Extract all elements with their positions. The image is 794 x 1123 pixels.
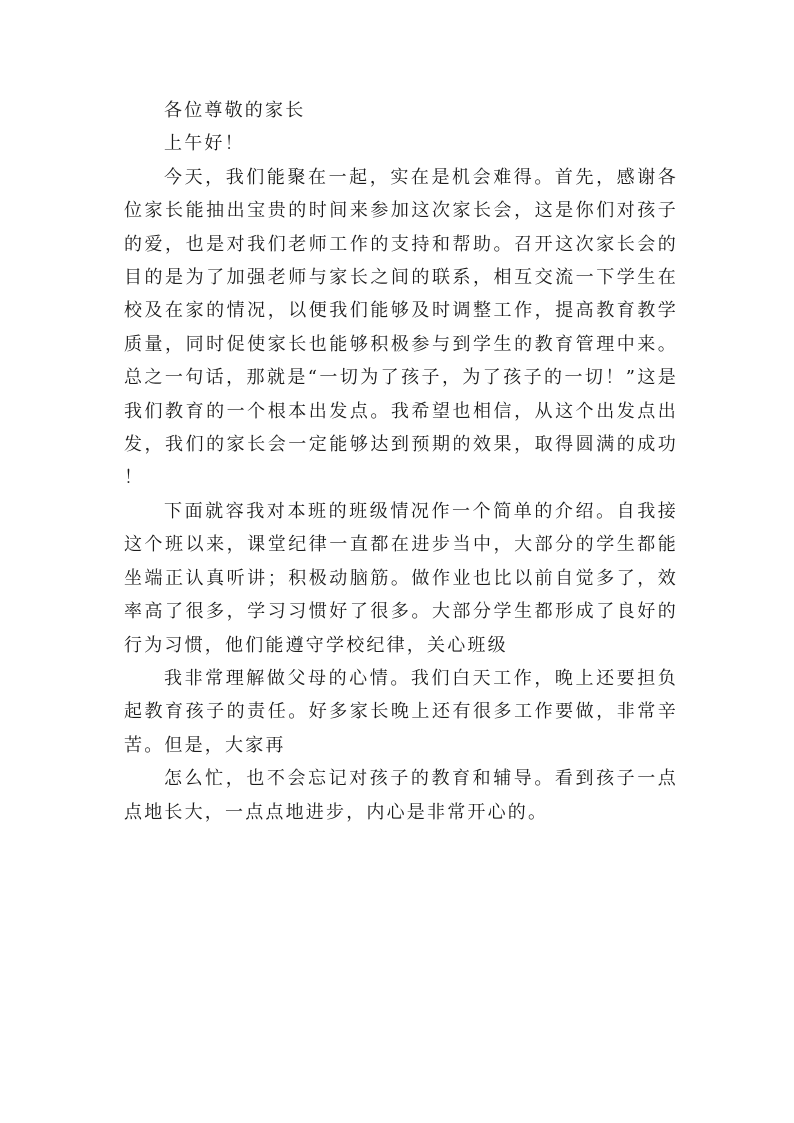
salutation: 各位尊敬的家长 [164,100,306,121]
paragraph-continuation: 怎么忙，也不会忘记对孩子的教育和辅导。看到孩子一点点地长大，一点点地进步，内心是非常开心的。 [124,768,678,823]
paragraph-welcome: 今天，我们能聚在一起，实在是机会难得。首先，感谢各位家长能抽出宝贵的时间来参加这次家长会，这是你们对孩子的爱，也是对我们老师工作的支持和帮助。召开这次家长会的目的是为了加强老师与家长之间的联系，相互交流一下学生在校及在家的情况，以便我们能够及时调整工作，提高教育教学质量，同时促使家长也能够积极参与到学生的教育管理中来。总之一句话，那就是“一切为了孩子，为了孩子的一切！”这是我们教育的一个根本出发点。我希望也相信，从这个出发点出发，我们的家长会一定能够达到预期的效果，取得圆满的成功！ [124,166,678,489]
greeting: 上午好！ [164,133,245,155]
document-body [124,94,678,829]
paragraph-class-situation: 下面就容我对本班的班级情况作一个简单的介绍。自我接这个班以来，课堂纪律一直都在进步当中，大部分的学生都能坐端正认真听讲；积极动脑筋。做作业也比以前自觉多了，效率高了很多，学习习惯好了很多。大部分学生都形成了良好的行为习惯，他们能遵守学校纪律，关心班级 [124,500,678,656]
paragraph-parents-understanding: 我非常理解做父母的心情。我们白天工作，晚上还要担负起教育孩子的责任。好多家长晚上还有很多工作要做，非常辛苦。但是，大家再 [124,667,678,756]
